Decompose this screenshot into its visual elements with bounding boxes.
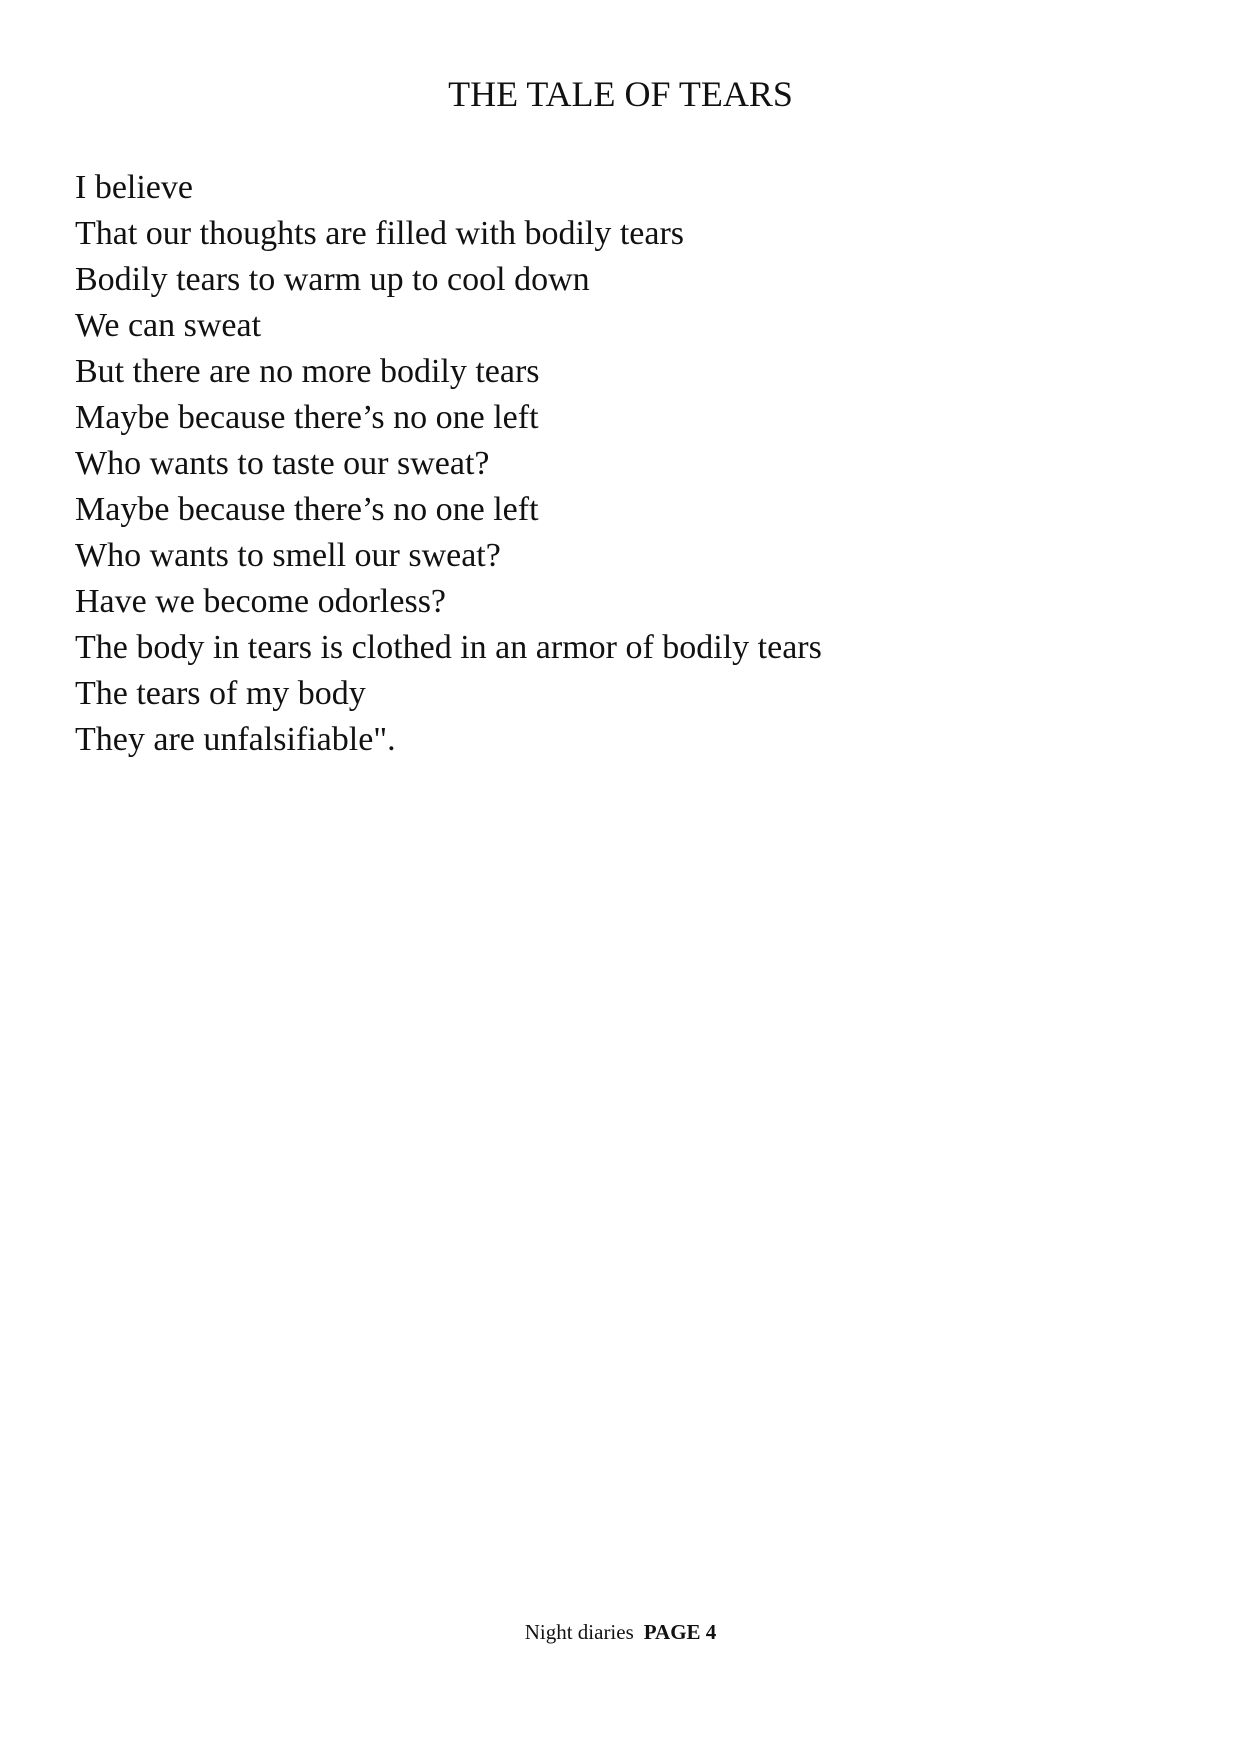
page-footer [0, 1618, 1241, 1646]
page-title: THE TALE OF TEARS [448, 74, 793, 114]
poem-line: The body in tears is clothed in an armor of bodily tears [75, 629, 822, 666]
poem-line: Maybe because there’s no one left [75, 491, 539, 528]
poem-line: Maybe because there’s no one left [75, 399, 539, 436]
poem-line: Have we become odorless? [75, 583, 447, 620]
poem-line: But there are no more bodily tears [75, 353, 540, 390]
poem-line: Bodily tears to warm up to cool down [75, 261, 590, 298]
poem-line: That our thoughts are filled with bodily tears [75, 215, 685, 252]
poem-line: Who wants to smell our sweat? [75, 537, 501, 574]
poem-line: I believe [75, 169, 193, 206]
poem-line: Who wants to taste our sweat? [75, 445, 490, 482]
footer-book-title: Night diaries [524, 1620, 634, 1644]
poem-body [75, 165, 1175, 763]
poem-line: The tears of my body [75, 675, 366, 712]
poem-line: We can sweat [75, 307, 262, 344]
poem-line: They are unfalsifiable". [75, 721, 396, 758]
footer-page-number: PAGE 4 [643, 1620, 717, 1644]
